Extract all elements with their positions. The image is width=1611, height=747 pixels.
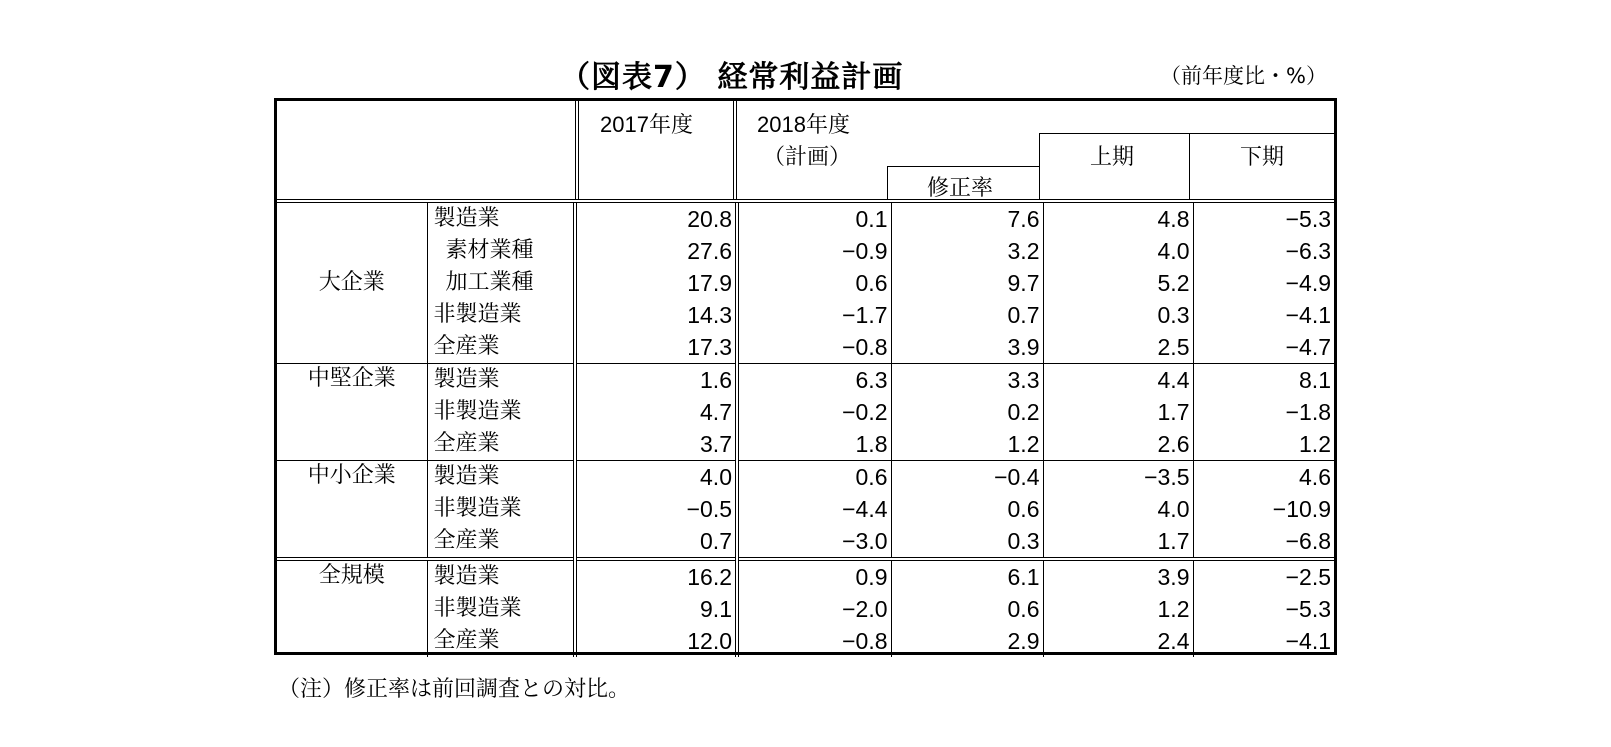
value-first-half: 1.7: [1043, 396, 1193, 428]
value-2018-plan: −4.4: [737, 493, 891, 525]
value-second-half: −6.3: [1193, 235, 1334, 267]
industry-label: 素材業種: [427, 235, 575, 267]
header-divider: [887, 166, 1039, 167]
value-second-half: −4.1: [1193, 299, 1334, 331]
value-second-half: −5.3: [1193, 593, 1334, 625]
value-2017: 3.7: [575, 428, 737, 461]
value-2017: 17.9: [575, 267, 737, 299]
header-divider: [887, 167, 888, 199]
industry-label: 全産業: [427, 331, 575, 364]
value-revision-rate: 0.6: [891, 593, 1043, 625]
value-first-half: 4.8: [1043, 201, 1193, 235]
value-2017: 14.3: [575, 299, 737, 331]
header-2018: 2018年度: [757, 112, 850, 137]
value-2018-plan: −0.9: [737, 235, 891, 267]
value-2017: 9.1: [575, 593, 737, 625]
value-2018-plan: 6.3: [737, 364, 891, 397]
table-row: [277, 461, 1334, 494]
industry-label: 非製造業: [427, 493, 575, 525]
value-revision-rate: 6.1: [891, 559, 1043, 593]
value-second-half: −5.3: [1193, 201, 1334, 235]
header-divider: [1039, 134, 1040, 199]
profit-plan-table: [277, 199, 1334, 657]
header-2017: 2017年度: [600, 112, 693, 137]
table-row: [277, 396, 1334, 428]
value-first-half: −3.5: [1043, 461, 1193, 494]
value-second-half: 1.2: [1193, 428, 1334, 461]
table-row: [277, 525, 1334, 559]
value-2017: 1.6: [575, 364, 737, 397]
size-label: 全規模: [277, 559, 427, 657]
industry-label: 製造業: [427, 559, 575, 593]
industry-label: 全産業: [427, 428, 575, 461]
value-2017: 17.3: [575, 331, 737, 364]
value-first-half: 4.0: [1043, 235, 1193, 267]
value-second-half: 4.6: [1193, 461, 1334, 494]
value-revision-rate: 9.7: [891, 267, 1043, 299]
table-row: [277, 331, 1334, 364]
value-first-half: 0.3: [1043, 299, 1193, 331]
value-revision-rate: 0.2: [891, 396, 1043, 428]
value-revision-rate: 2.9: [891, 625, 1043, 657]
value-first-half: 1.7: [1043, 525, 1193, 559]
value-revision-rate: 0.7: [891, 299, 1043, 331]
value-first-half: 2.6: [1043, 428, 1193, 461]
value-2017: 27.6: [575, 235, 737, 267]
value-2017: 16.2: [575, 559, 737, 593]
header-divider: [1189, 134, 1190, 199]
value-revision-rate: −0.4: [891, 461, 1043, 494]
industry-label: 全産業: [427, 625, 575, 657]
header-divider: [733, 101, 737, 199]
table-row: [277, 201, 1334, 235]
value-2018-plan: 1.8: [737, 428, 891, 461]
table-row: [277, 299, 1334, 331]
unit-label: （前年度比・%）: [1160, 64, 1327, 88]
value-revision-rate: 3.2: [891, 235, 1043, 267]
value-first-half: 2.5: [1043, 331, 1193, 364]
value-2018-plan: −0.8: [737, 625, 891, 657]
industry-label: 非製造業: [427, 593, 575, 625]
footnote: （注）修正率は前回調査との対比。: [278, 677, 631, 702]
table-row: [277, 428, 1334, 461]
industry-label: 製造業: [427, 364, 575, 397]
value-2018-plan: 0.1: [737, 201, 891, 235]
value-2017: 12.0: [575, 625, 737, 657]
value-2017: 20.8: [575, 201, 737, 235]
industry-label: 非製造業: [427, 396, 575, 428]
value-first-half: 4.0: [1043, 493, 1193, 525]
table-row: [277, 364, 1334, 397]
value-revision-rate: 0.6: [891, 493, 1043, 525]
size-label: 中小企業: [277, 461, 427, 560]
value-2018-plan: 0.9: [737, 559, 891, 593]
value-revision-rate: 7.6: [891, 201, 1043, 235]
value-second-half: −4.1: [1193, 625, 1334, 657]
value-second-half: −6.8: [1193, 525, 1334, 559]
value-first-half: 4.4: [1043, 364, 1193, 397]
value-2018-plan: 0.6: [737, 267, 891, 299]
header-divider: [575, 101, 579, 199]
value-second-half: −2.5: [1193, 559, 1334, 593]
value-2017: −0.5: [575, 493, 737, 525]
industry-label: 製造業: [427, 461, 575, 494]
industry-label: 非製造業: [427, 299, 575, 331]
header-2018-plan: （計画）: [763, 145, 852, 170]
value-2017: 4.0: [575, 461, 737, 494]
table-row: [277, 625, 1334, 657]
value-2017: 4.7: [575, 396, 737, 428]
value-second-half: −1.8: [1193, 396, 1334, 428]
value-2017: 0.7: [575, 525, 737, 559]
value-2018-plan: −2.0: [737, 593, 891, 625]
table-row: [277, 559, 1334, 593]
value-first-half: 1.2: [1043, 593, 1193, 625]
value-revision-rate: 3.3: [891, 364, 1043, 397]
header-revision-rate: 修正率: [927, 176, 994, 201]
value-second-half: −4.7: [1193, 331, 1334, 364]
value-first-half: 5.2: [1043, 267, 1193, 299]
value-first-half: 3.9: [1043, 559, 1193, 593]
value-revision-rate: 0.3: [891, 525, 1043, 559]
size-label: 中堅企業: [277, 364, 427, 461]
value-revision-rate: 3.9: [891, 331, 1043, 364]
header-divider: [1039, 133, 1334, 134]
header-second-half: 下期: [1240, 145, 1285, 170]
value-second-half: −4.9: [1193, 267, 1334, 299]
value-second-half: −10.9: [1193, 493, 1334, 525]
page-title: （図表7） 経常利益計画: [560, 60, 904, 95]
table-row: [277, 493, 1334, 525]
value-2018-plan: −3.0: [737, 525, 891, 559]
header-first-half: 上期: [1090, 145, 1135, 170]
value-2018-plan: 0.6: [737, 461, 891, 494]
industry-label: 全産業: [427, 525, 575, 559]
table-row: [277, 593, 1334, 625]
industry-label: 加工業種: [427, 267, 575, 299]
value-2018-plan: −1.7: [737, 299, 891, 331]
value-revision-rate: 1.2: [891, 428, 1043, 461]
table-row: [277, 267, 1334, 299]
value-second-half: 8.1: [1193, 364, 1334, 397]
table-row: [277, 235, 1334, 267]
size-label: 大企業: [277, 201, 427, 364]
value-2018-plan: −0.8: [737, 331, 891, 364]
industry-label: 製造業: [427, 201, 575, 235]
value-first-half: 2.4: [1043, 625, 1193, 657]
value-2018-plan: −0.2: [737, 396, 891, 428]
